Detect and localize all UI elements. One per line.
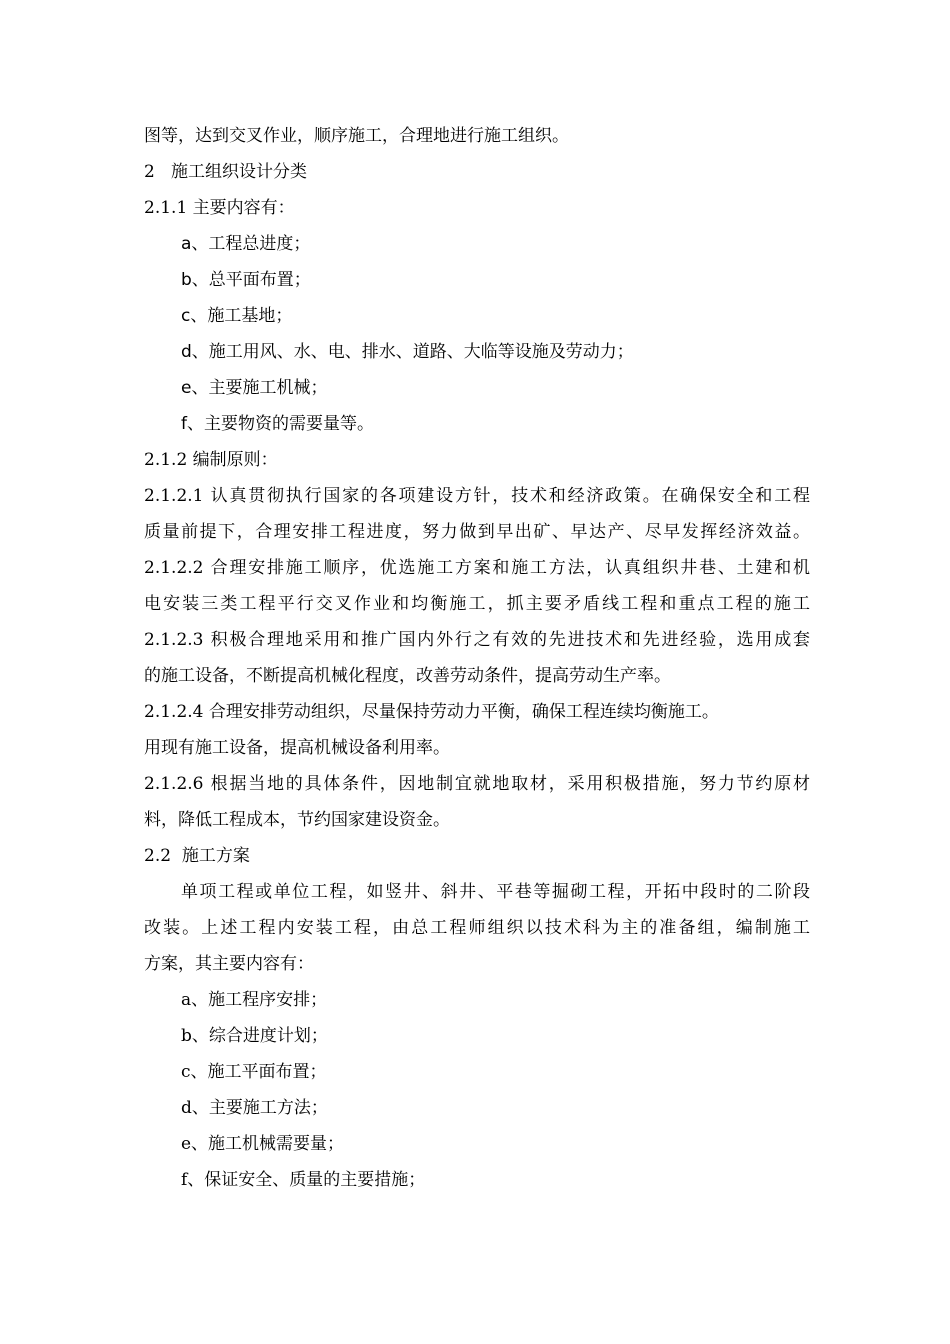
list-item: b、总平面布置； [181, 270, 311, 290]
list-item: e、主要施工机械； [181, 378, 328, 398]
list-item: c、施工基地； [181, 306, 293, 326]
list-item: d、施工用风、水、电、排水、道路、大临等设施及劳动力； [181, 342, 634, 362]
document-page [144, 118, 810, 1198]
text-line: 2.1.2.1 认真贯彻执行国家的各项建设方针，技术和经济政策。在确保安全和工程 [144, 486, 810, 506]
subsection-heading: 2.1.2 编制原则： [144, 450, 278, 470]
text-line: 的施工设备，不断提高机械化程度，改善劳动条件，提高劳动生产率。 [144, 666, 671, 686]
text-line: 图等，达到交叉作业，顺序施工，合理地进行施工组织。 [144, 126, 569, 146]
section-heading: 2.2 施工方案 [144, 846, 250, 866]
list-item: c、施工平面布置； [181, 1062, 327, 1082]
text-line: 改装。上述工程内安装工程，由总工程师组织以技术科为主的准备组，编制施工 [144, 918, 810, 938]
text-line: 用现有施工设备，提高机械设备利用率。 [144, 738, 450, 758]
text-line: 2.1.2.4 合理安排劳动组织，尽量保持劳动力平衡，确保工程连续均衡施工。 [144, 702, 719, 722]
text-line: 2.1.2.6 根据当地的具体条件，因地制宜就地取材，采用积极措施，努力节约原材 [144, 774, 810, 794]
subsection-heading: 2.1.1 主要内容有： [144, 198, 295, 218]
list-item: e、施工机械需要量； [181, 1134, 345, 1154]
list-item: a、工程总进度； [181, 234, 311, 254]
text-line: 电安装三类工程平行交叉作业和均衡施工，抓主要矛盾线工程和重点工程的施工 [144, 594, 810, 614]
section-heading: 2 施工组织设计分类 [144, 162, 308, 182]
text-line: 方案，其主要内容有： [144, 954, 314, 974]
text-line: 2.1.2.3 积极合理地采用和推广国内外行之有效的先进技术和先进经验，选用成套 [144, 630, 810, 650]
list-item: f、主要物资的需要量等。 [181, 414, 374, 434]
text-line: 单项工程或单位工程，如竖井、斜井、平巷等掘砌工程，开拓中段时的二阶段 [181, 882, 810, 902]
text-line: 2.1.2.2 合理安排施工顺序，优选施工方案和施工方法，认真组织井巷、土建和机 [144, 558, 810, 578]
list-item: a、施工程序安排； [181, 990, 328, 1010]
text-line: 质量前提下，合理安排工程进度，努力做到早出矿、早达产、尽早发挥经济效益。 [144, 522, 810, 542]
list-item: b、综合进度计划； [181, 1026, 328, 1046]
text-line: 料，降低工程成本，节约国家建设资金。 [144, 810, 450, 830]
list-item: d、主要施工方法； [181, 1098, 328, 1118]
list-item: f、保证安全、质量的主要措施； [181, 1170, 426, 1190]
